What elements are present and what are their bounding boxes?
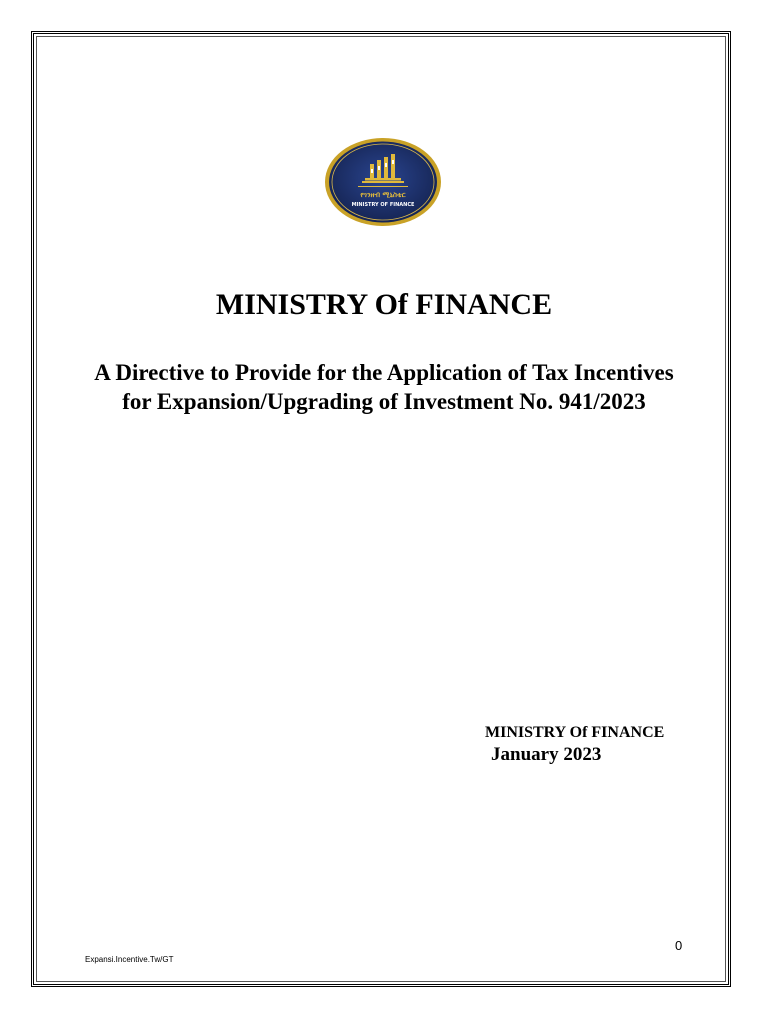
logo-amharic-text: የገንዘብ ሚኒስቴር <box>360 191 406 199</box>
ministry-logo <box>323 136 443 228</box>
issue-date: January 2023 <box>491 744 602 765</box>
page-title: MINISTRY Of FINANCE <box>215 288 553 321</box>
logo-english-text: MINISTRY OF FINANCE <box>351 202 415 208</box>
document-reference: Expansi.Incentive.Tw/GT <box>85 955 174 964</box>
directive-title: A Directive to Provide for the Application of Tax Incentives for Expansion/Upgrading of Investment No. 941/2023 <box>94 360 674 414</box>
issuer-name: MINISTRY Of FINANCE <box>485 724 665 741</box>
page-number: 0 <box>675 938 683 953</box>
